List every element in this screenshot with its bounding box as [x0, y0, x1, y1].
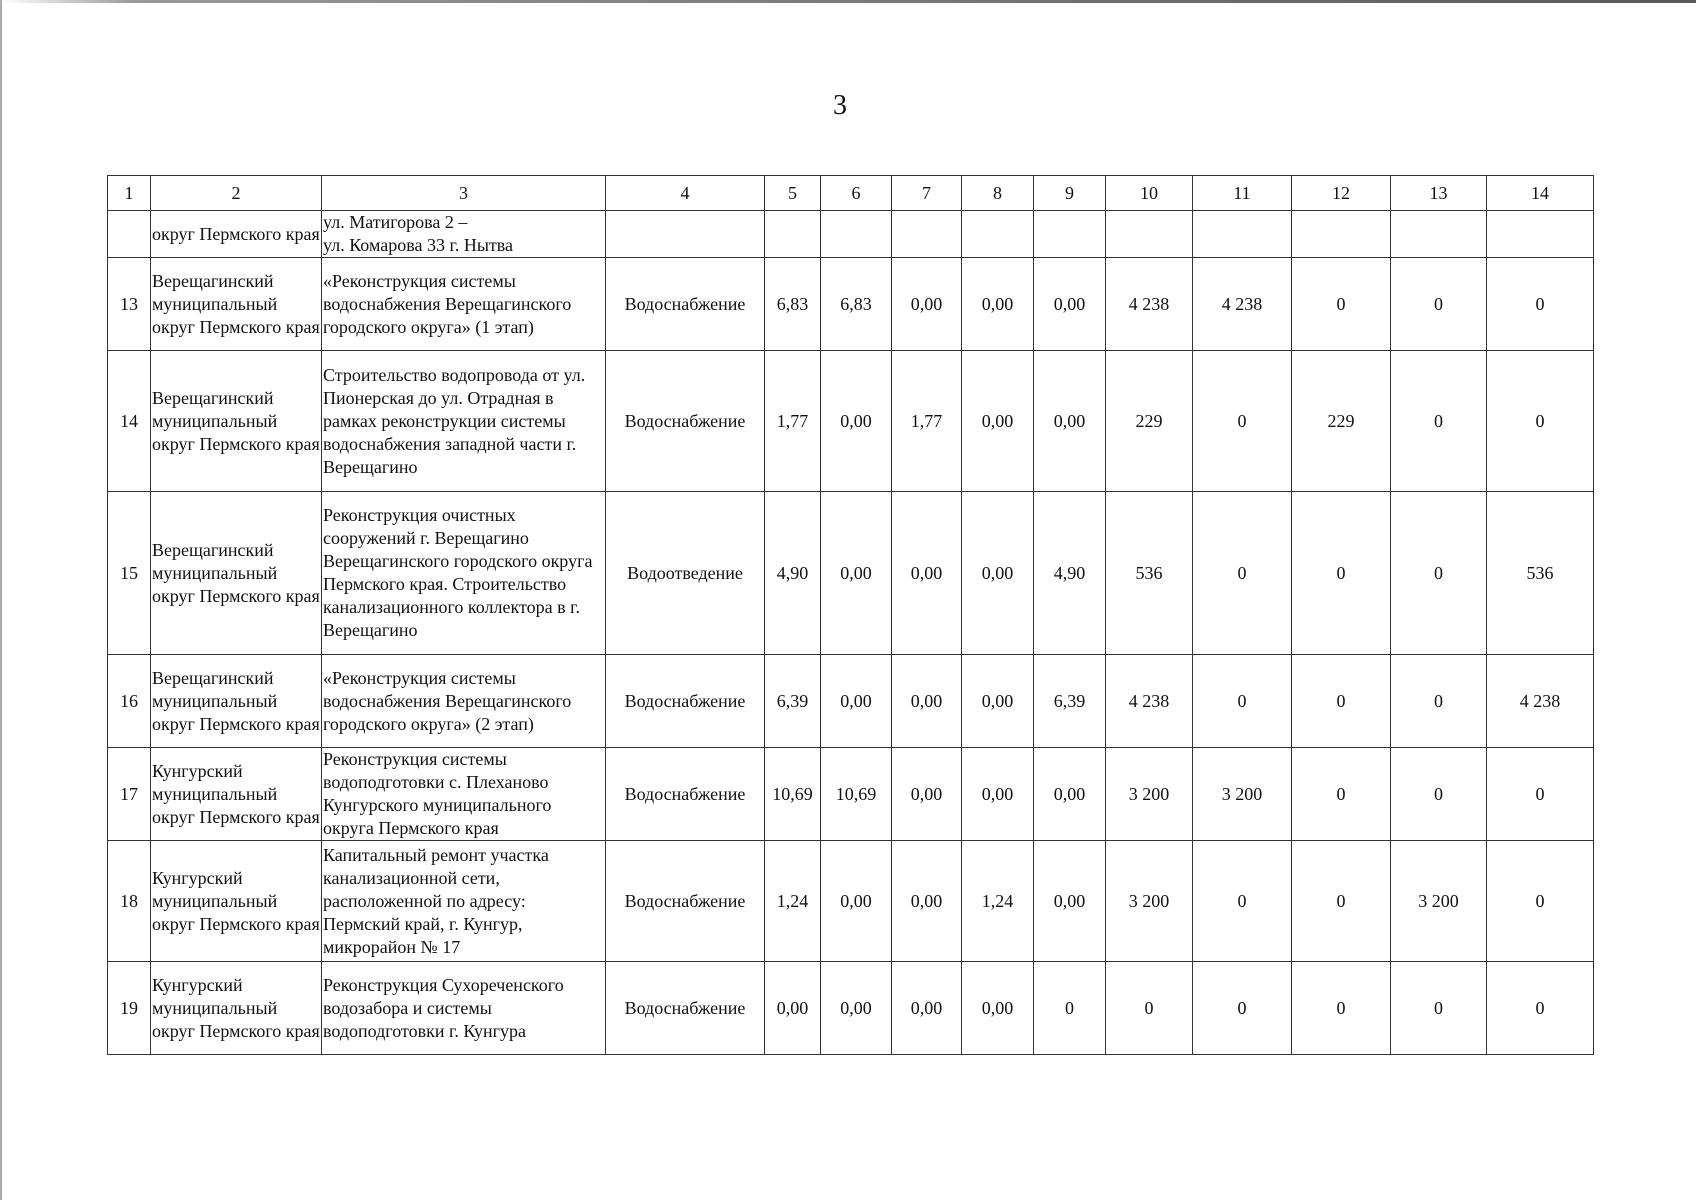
table-row — [108, 841, 1594, 962]
column-number: 14 — [1487, 176, 1594, 211]
municipality-cell: Кунгурский муниципальный округ Пермского края — [151, 748, 322, 841]
value-cell: 0 — [1292, 258, 1391, 351]
project-cell: Реконструкция Сухореченского водозабора и системы водоподготовки г. Кунгура — [322, 962, 606, 1055]
column-number: 4 — [606, 176, 765, 211]
column-number: 6 — [821, 176, 892, 211]
value-cell: 4 238 — [1106, 258, 1193, 351]
value-cell: 3 200 — [1106, 841, 1193, 962]
project-cell: ул. Матигорова 2 – ул. Комарова 33 г. Нытва — [322, 211, 606, 258]
value-cell: 229 — [1106, 351, 1193, 492]
scan-artifact — [1672, 1110, 1676, 1113]
value-cell: 0,00 — [892, 841, 962, 962]
value-cell: 0 — [1292, 841, 1391, 962]
value-cell: 0,00 — [962, 655, 1034, 748]
municipality-cell: Кунгурский муниципальный округ Пермского края — [151, 962, 322, 1055]
project-cell: Капитальный ремонт участка канализационной сети, расположенной по адресу: Пермский край, г. Кунгур, микрорайон № 17 — [322, 841, 606, 962]
column-number: 11 — [1193, 176, 1292, 211]
value-cell: 0 — [1487, 841, 1594, 962]
value-cell: 0,00 — [962, 962, 1034, 1055]
municipality-cell: Кунгурский муниципальный округ Пермского края — [151, 841, 322, 962]
value-cell: 10,69 — [821, 748, 892, 841]
value-cell: 0 — [1193, 351, 1292, 492]
type-cell: Водоснабжение — [606, 748, 765, 841]
value-cell: 0 — [1193, 655, 1292, 748]
project-cell: «Реконструкция системы водоснабжения Верещагинского городского округа» (1 этап) — [322, 258, 606, 351]
municipality-cell: Верещагинский муниципальный округ Пермского края — [151, 351, 322, 492]
value-cell: 1,77 — [892, 351, 962, 492]
row-number-cell: 13 — [108, 258, 151, 351]
value-cell: 3 200 — [1391, 841, 1487, 962]
column-number: 10 — [1106, 176, 1193, 211]
value-cell: 0 — [1487, 962, 1594, 1055]
value-cell: 0,00 — [1034, 841, 1106, 962]
continuation-row — [108, 211, 1594, 258]
type-cell: Водоснабжение — [606, 841, 765, 962]
value-cell: 0,00 — [892, 492, 962, 655]
column-number: 2 — [151, 176, 322, 211]
value-cell: 0 — [1391, 748, 1487, 841]
type-cell: Водоснабжение — [606, 258, 765, 351]
municipality-cell: Верещагинский муниципальный округ Пермского края — [151, 258, 322, 351]
value-cell: 0,00 — [821, 492, 892, 655]
value-cell: 4 238 — [1193, 258, 1292, 351]
value-cell: 0,00 — [821, 962, 892, 1055]
table-row — [108, 258, 1594, 351]
municipality-cell: Верещагинский муниципальный округ Пермского края — [151, 655, 322, 748]
value-cell: 1,24 — [962, 841, 1034, 962]
row-number-cell: 17 — [108, 748, 151, 841]
value-cell: 0 — [1391, 492, 1487, 655]
value-cell: 0,00 — [1034, 258, 1106, 351]
row-number-cell: 15 — [108, 492, 151, 655]
column-number: 8 — [962, 176, 1034, 211]
value-cell: 0 — [1193, 962, 1292, 1055]
value-cell: 0,00 — [892, 748, 962, 841]
type-cell: Водоотведение — [606, 492, 765, 655]
value-cell: 0,00 — [821, 841, 892, 962]
table-row — [108, 748, 1594, 841]
value-cell: 0 — [1292, 492, 1391, 655]
value-cell: 0 — [1487, 258, 1594, 351]
value-cell: 229 — [1292, 351, 1391, 492]
value-cell: 1,24 — [765, 841, 821, 962]
row-number-cell: 14 — [108, 351, 151, 492]
value-cell: 4 238 — [1106, 655, 1193, 748]
column-number: 12 — [1292, 176, 1391, 211]
table-row — [108, 962, 1594, 1055]
value-cell: 0,00 — [821, 655, 892, 748]
table-row — [108, 492, 1594, 655]
value-cell: 0 — [1391, 258, 1487, 351]
value-cell: 0,00 — [962, 748, 1034, 841]
municipality-cell: Верещагинский муниципальный округ Пермского края — [151, 492, 322, 655]
row-number-cell: 19 — [108, 962, 151, 1055]
value-cell: 3 200 — [1106, 748, 1193, 841]
type-cell: Водоснабжение — [606, 655, 765, 748]
value-cell: 0 — [1391, 351, 1487, 492]
project-cell: Реконструкция очистных сооружений г. Верещагино Верещагинского городского округа Пермского края. Строительство канализационного коллектора в г. Верещагино — [322, 492, 606, 655]
value-cell: 0 — [1292, 748, 1391, 841]
value-cell: 0 — [1034, 962, 1106, 1055]
value-cell: 4,90 — [765, 492, 821, 655]
project-cell: Реконструкция системы водоподготовки с. Плеханово Кунгурского муниципального округа Пермского края — [322, 748, 606, 841]
value-cell: 0 — [1193, 841, 1292, 962]
column-number: 9 — [1034, 176, 1106, 211]
value-cell: 10,69 — [765, 748, 821, 841]
value-cell: 0 — [1292, 655, 1391, 748]
value-cell: 536 — [1487, 492, 1594, 655]
row-number-cell: 18 — [108, 841, 151, 962]
value-cell: 0,00 — [1034, 351, 1106, 492]
column-number: 7 — [892, 176, 962, 211]
municipality-cell: округ Пермского края — [151, 211, 322, 258]
value-cell: 0,00 — [821, 351, 892, 492]
value-cell: 3 200 — [1193, 748, 1292, 841]
value-cell: 6,39 — [765, 655, 821, 748]
scan-edge-left — [0, 0, 2, 1200]
value-cell: 4 238 — [1487, 655, 1594, 748]
value-cell: 0,00 — [962, 351, 1034, 492]
type-cell: Водоснабжение — [606, 962, 765, 1055]
value-cell: 0 — [1391, 962, 1487, 1055]
value-cell: 0,00 — [892, 655, 962, 748]
value-cell: 0 — [1487, 351, 1594, 492]
column-number: 3 — [322, 176, 606, 211]
value-cell: 0 — [1106, 962, 1193, 1055]
column-number-row — [108, 176, 1594, 211]
table-row — [108, 655, 1594, 748]
value-cell: 1,77 — [765, 351, 821, 492]
column-number: 1 — [108, 176, 151, 211]
value-cell: 0 — [1487, 748, 1594, 841]
value-cell: 0,00 — [962, 492, 1034, 655]
water-projects-table — [107, 175, 1594, 1055]
type-cell: Водоснабжение — [606, 351, 765, 492]
value-cell: 6,83 — [765, 258, 821, 351]
scan-edge-top — [0, 0, 1696, 3]
value-cell: 6,83 — [821, 258, 892, 351]
value-cell: 6,39 — [1034, 655, 1106, 748]
row-number-cell: 16 — [108, 655, 151, 748]
column-number: 5 — [765, 176, 821, 211]
value-cell: 0,00 — [962, 258, 1034, 351]
value-cell: 0,00 — [1034, 748, 1106, 841]
page-number: 3 — [833, 90, 847, 121]
column-number: 13 — [1391, 176, 1487, 211]
project-cell: «Реконструкция системы водоснабжения Верещагинского городского округа» (2 этап) — [322, 655, 606, 748]
project-cell: Строительство водопровода от ул. Пионерская до ул. Отрадная в рамках реконструкции системы водоснабжения западной части г. Верещагино — [322, 351, 606, 492]
value-cell: 0 — [1193, 492, 1292, 655]
value-cell: 0,00 — [765, 962, 821, 1055]
table-row — [108, 351, 1594, 492]
value-cell: 536 — [1106, 492, 1193, 655]
value-cell: 0 — [1391, 655, 1487, 748]
value-cell: 0,00 — [892, 962, 962, 1055]
value-cell: 0 — [1292, 962, 1391, 1055]
value-cell: 4,90 — [1034, 492, 1106, 655]
value-cell: 0,00 — [892, 258, 962, 351]
